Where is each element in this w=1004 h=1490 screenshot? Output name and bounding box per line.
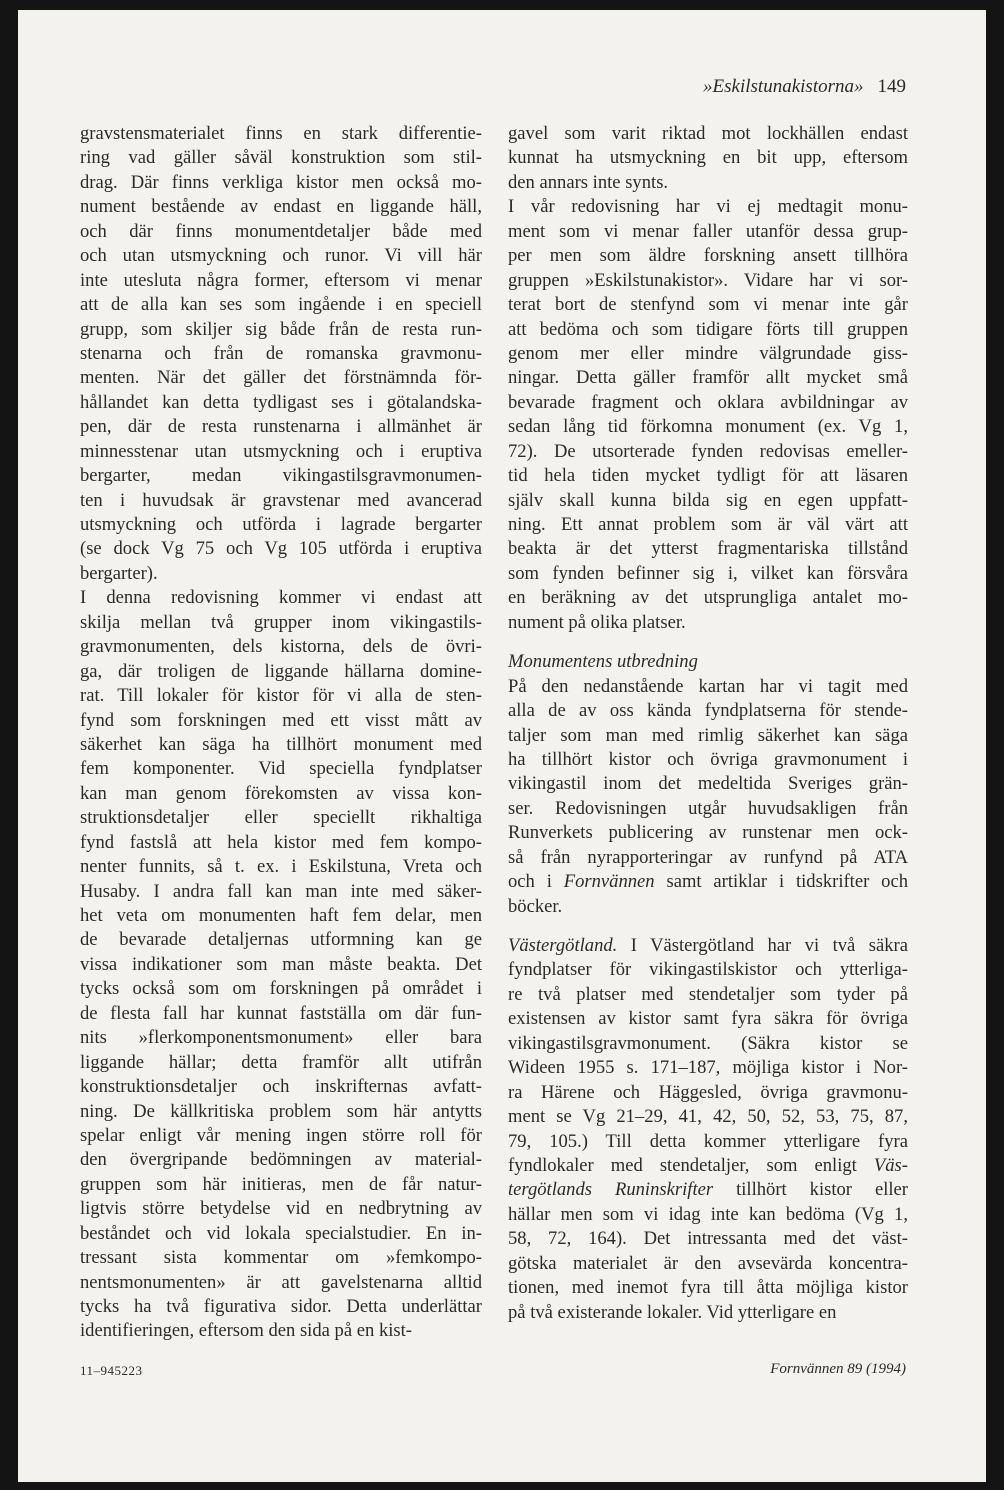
text-line: gruppen som här initieras, men de får natur- <box>80 1173 482 1195</box>
text-line: böcker. <box>508 895 563 917</box>
text-line: nument bestående av endast en liggande häll, <box>80 196 482 218</box>
text-line: rat. Till lokaler för kistor för vi alla de sten- <box>80 685 482 707</box>
text-line: vikingastilsgravmonument. (Säkra kistor se <box>508 1032 908 1054</box>
right-paragraph-2 <box>508 675 908 871</box>
text-line: och där finns monumentdetaljer både med <box>80 220 482 242</box>
right-paragraph-3-tail <box>508 1203 908 1325</box>
text-line: ser. Redovisningen utgår huvudsakligen från <box>508 797 908 819</box>
text-line: ment som vi menar faller utanför dessa grup- <box>508 220 908 242</box>
text-line: kan man genom förekomsten av vissa kon- <box>80 782 482 804</box>
journal-citation: Fornvännen 89 (1994) <box>770 1361 906 1377</box>
text-line: Wideen 1955 s. 171–187, möjliga kistor i Nor- <box>508 1057 908 1079</box>
text-line: den annars inte synts. <box>508 171 669 193</box>
right-paragraph-3 <box>508 958 908 1154</box>
text-line: ra Härene och Häggesled, övriga gravmonu- <box>508 1081 908 1103</box>
text-line: fyndlokaler med stendetaljer, som enligt Väs- <box>508 1154 908 1176</box>
left-column <box>80 122 482 1344</box>
text-line: ha tillhört kistor och övriga gravmonument i <box>508 748 908 770</box>
text-line: den övergripande bedömningen av material- <box>80 1149 482 1171</box>
text-line: nentsmonumenten» är att gavelstenarna alltid <box>80 1271 482 1293</box>
running-header <box>703 76 906 98</box>
text-line: säkerhet kan säga ha tillhört monument med <box>80 733 482 755</box>
right-paragraph-1 <box>508 122 908 635</box>
text-line: beakta är det ytterst fragmentariska tillstånd <box>508 538 908 560</box>
text-line: nenter funnits, så t. ex. i Eskilstuna, Vreta och <box>80 856 482 878</box>
text-line: skilja mellan två grupper inom vikingastils- <box>80 611 482 633</box>
text-line: identifieringen, eftersom den sida på en kist- <box>80 1320 413 1342</box>
text-line: beståndet och vid lokala specialstudier. En in- <box>80 1222 482 1244</box>
text-line: het veta om monumenten haft fem delar, men <box>80 905 482 926</box>
text-line: minnesstenar utan utsmyckning och i eruptiva <box>80 440 482 462</box>
section-heading: Monumentens utbredning <box>508 651 698 673</box>
text-line: grupp, som skiljer sig både från de resta run- <box>80 318 482 340</box>
text-line: gravmonumenten, dels kistorna, dels de övri- <box>80 636 482 658</box>
text-line: inte utesluta några former, eftersom vi menar <box>80 269 482 291</box>
right-column <box>508 122 908 1325</box>
text-line: tycks också som om forskningen på området i <box>80 978 482 1000</box>
page-number: 149 <box>877 76 906 97</box>
text-line: ring vad gäller såväl konstruktion som stil- <box>80 147 482 169</box>
text-line: tionen, med inemot fyra till åtta möjliga kistor <box>508 1277 908 1299</box>
text-line: på två existerande lokaler. Vid ytterligare en <box>508 1301 837 1323</box>
text-line: re två platser med stendetaljer som tyder på <box>508 983 908 1005</box>
text-line: som fynden befinner sig i, vilket kan försvåra <box>508 562 908 584</box>
text-line: ga, där troligen de liggande hällarna domine- <box>80 660 482 682</box>
text-line: götska materialet är den avsevärda koncentra- <box>508 1252 908 1274</box>
text-line: per men som äldre forskning ansett tillhöra <box>508 245 908 267</box>
text-line: tressant sista kommentar om »femkompo- <box>80 1247 482 1269</box>
text-line: terat bort de stenfynd som vi menar inte går <box>508 294 908 316</box>
text-line: sedan lång tid förkomna monument (ex. Vg 1, <box>508 416 908 438</box>
text-line: bergarter). <box>80 562 158 584</box>
text-line: gavel som varit riktad mot lockhällen endast <box>508 123 908 144</box>
text-line: hållandet kan detta tydligast ses i götalandska- <box>80 391 482 413</box>
text-line: 79, 105.) Till detta kommer ytterligare fyra <box>508 1130 908 1152</box>
text-line: ment se Vg 21–29, 41, 42, 50, 52, 53, 75, 87, <box>508 1106 908 1128</box>
text-line: själv skall kunna bilda sig en egen uppfatt- <box>508 489 908 511</box>
text-line: menten. När det gäller det förstnämnda för- <box>80 367 482 389</box>
text-line: tycks ha två figurativa sidor. Detta underlättar <box>80 1296 482 1317</box>
text-line: liggande hällar; detta framför allt utifrån <box>80 1051 482 1073</box>
text-line: nument på olika platser. <box>508 611 686 633</box>
text-line: drag. Där finns verkliga kistor men också mo- <box>80 171 482 193</box>
text-line: kunnat ha utsmyckning en bit upp, eftersom <box>508 147 908 169</box>
text-line: bergarter, medan vikingastilsgravmonumen- <box>80 465 482 487</box>
running-title: »Eskilstunakistorna» <box>703 76 864 97</box>
text-line: konstruktionsdetaljer och inskrifternas avfatt- <box>80 1076 482 1098</box>
text-line: genom mer eller mindre välgrundade giss- <box>508 342 908 364</box>
text-line: Västergötland. I Västergötland har vi två säkra <box>508 935 908 956</box>
text-line: vissa indikationer som man måste beakta. Det <box>80 953 482 975</box>
print-code: 11–945223 <box>80 1363 143 1378</box>
text-line: I denna redovisning kommer vi endast att <box>80 587 482 609</box>
text-line: de bevarade detaljernas utformning kan ge <box>80 929 482 951</box>
text-line: hällar men som vi idag inte kan bedöma (Vg 1, <box>508 1203 908 1225</box>
text-line: ligtvis större betydelse vid en nedbrytning av <box>80 1198 482 1220</box>
text-line: bevarade fragment och oklara avbildningar av <box>508 391 908 413</box>
text-line: de flesta fall har kunnat fastställa om där fun- <box>80 1002 482 1024</box>
text-line: Runverkets publicering av runstenar men ock- <box>508 822 908 844</box>
text-line: tid hela tiden mycket tydligt för att läsaren <box>508 465 908 487</box>
text-line: fynd som forskningen med ett visst mått av <box>80 709 482 731</box>
text-line: ning. De källkritiska problem som här antytts <box>80 1100 482 1122</box>
text-line: existensen av kistor samt fyra säkra för övriga <box>508 1008 908 1030</box>
text-line: ningar. Detta gäller framför allt mycket små <box>508 367 908 389</box>
text-line: nits »flerkomponentsmonument» eller bara <box>80 1027 482 1049</box>
text-line: gruppen »Eskilstunakistor». Vidare har vi sor- <box>508 269 908 291</box>
text-line: (se dock Vg 75 och Vg 105 utförda i eruptiva <box>80 538 482 560</box>
text-line: gravstensmaterialet finns en stark differentie- <box>80 123 482 144</box>
text-line: och utan utsmyckning och runor. Vi vill här <box>80 245 482 267</box>
text-line: stenarna och från de romanska gravmonu- <box>80 342 482 364</box>
text-line: vikingastil inom det medeltida Sveriges grän- <box>508 773 908 795</box>
text-line: och i Fornvännen samt artiklar i tidskrifter och <box>508 871 908 893</box>
text-line: taljer som man med rimlig säkerhet kan säga <box>508 724 908 746</box>
text-line: tergötlands Runinskrifter tillhört kistor eller <box>508 1179 908 1201</box>
text-line: struktionsdetaljer eller speciellt rikhaltiga <box>80 807 482 829</box>
text-line: så från nyrapporteringar av runfynd på ATA <box>508 846 908 868</box>
text-line: spelar enligt vår mening ingen större roll för <box>80 1124 482 1146</box>
text-line: fem komponenter. Vid speciella fyndplatser <box>80 758 482 780</box>
text-line: en beräkning av det utsprungliga antalet mo- <box>508 587 908 609</box>
text-line: fynd fastslå att hela kistor med fem kompo- <box>80 831 482 853</box>
text-line: utsmyckning och utförda i lagrade bergarter <box>80 514 482 535</box>
region-label: Västergötland. <box>508 935 618 956</box>
text-line: alla de av oss kända fyndplatserna för stende- <box>508 700 908 722</box>
text-line: På den nedanstående kartan har vi tagit med <box>508 675 908 697</box>
text-line: att bedöma och som tidigare förts till gruppen <box>508 318 908 340</box>
journal-page <box>18 10 986 1482</box>
text-line: I vår redovisning har vi ej medtagit monu- <box>508 196 908 218</box>
text-line: fyndplatser för vikingastilskistor och ytterliga- <box>508 959 908 981</box>
text-line: 72). De utsorterade fynden redovisas emeller- <box>508 440 908 462</box>
text-line: 58, 72, 164). Det intressanta med det väst- <box>508 1228 908 1250</box>
text-line: ning. Ett annat problem som är väl värt att <box>508 514 908 535</box>
text-line: Husaby. I andra fall kan man inte med säker- <box>80 880 482 902</box>
text-line: pen, där de resta runstenarna i allmänhet är <box>80 416 482 438</box>
text-line: att de alla kan ses som ingående i en speciell <box>80 294 482 316</box>
text-line: ten i huvudsak är gravstenar med avancerad <box>80 489 482 511</box>
